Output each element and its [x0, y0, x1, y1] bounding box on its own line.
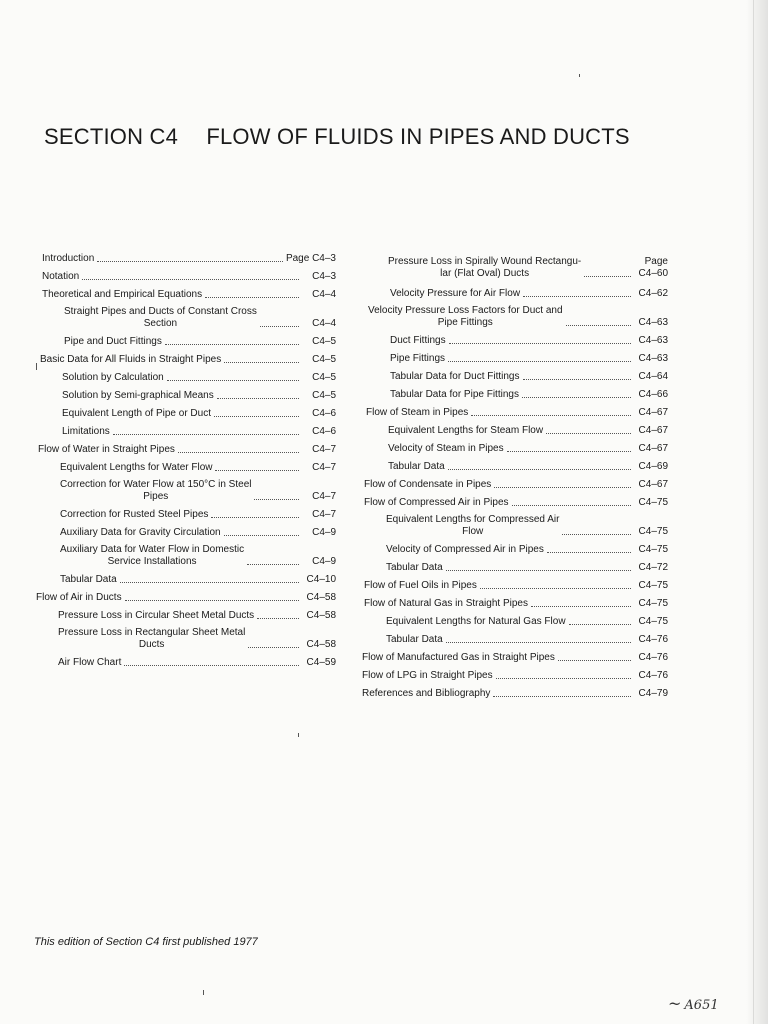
toc-entry-page: C4–62	[638, 288, 668, 299]
toc-entry-title: Auxiliary Data for Gravity Circulation	[60, 527, 221, 538]
toc-entry-title: Notation	[42, 271, 80, 282]
toc-entry-page: C4–67	[638, 479, 668, 490]
toc-entry-title: Introduction	[42, 253, 95, 264]
toc-entry-title: Equivalent Lengths for Water Flow	[60, 462, 213, 473]
toc-entry-title: Pressure Loss in Rectangular Sheet Metal Ducts	[58, 627, 246, 650]
toc-entry-page: C4–6	[312, 426, 336, 437]
toc-entry-page: C4–10	[306, 574, 336, 585]
toc-entry	[360, 425, 668, 437]
toc-entry-title: Duct Fittings	[390, 335, 446, 346]
toc-entry	[360, 580, 668, 592]
dot-leader	[97, 260, 283, 262]
toc-entry-title: Flow of Condensate in Pipes	[364, 479, 492, 490]
dot-leader	[224, 534, 299, 536]
toc-entry-title: Theoretical and Empirical Equations	[42, 289, 203, 300]
toc-entry-page: C4–7	[312, 509, 336, 520]
dot-leader	[446, 569, 631, 571]
toc-entry-page: C4–63	[638, 353, 668, 364]
toc-entry-title: Pipe and Duct Fittings	[64, 336, 162, 347]
toc-entry	[32, 610, 336, 622]
dot-leader	[120, 581, 299, 583]
toc-entry-title: Tabular Data	[388, 461, 445, 472]
toc-entry	[360, 256, 668, 280]
toc-entry-page: C4–3	[312, 271, 336, 282]
toc-entry-title: Pressure Loss in Spirally Wound Rectangu- lar (Flat Oval) Ducts	[388, 256, 582, 279]
toc-entry-page: C4–75	[638, 544, 668, 555]
toc-entry-title: Tabular Data for Pipe Fittings	[390, 389, 519, 400]
toc-entry-page: C4–63	[638, 335, 668, 346]
toc-entry-title: Correction for Water Flow at 150°C in Steel Pipes	[60, 479, 252, 502]
toc-entry	[32, 372, 336, 384]
toc-entry	[360, 544, 668, 556]
dot-leader	[257, 617, 299, 619]
toc-entry-title: Limitations	[62, 426, 110, 437]
dot-leader	[507, 450, 631, 452]
handwritten-note	[668, 994, 719, 1013]
toc-entry-title: Tabular Data	[60, 574, 117, 585]
toc-entry-title: Equivalent Length of Pipe or Duct	[62, 408, 211, 419]
toc-entry	[32, 444, 336, 456]
toc-entry	[360, 479, 668, 491]
dot-leader	[546, 432, 631, 434]
toc-right-column	[360, 256, 668, 700]
dot-leader	[480, 587, 631, 589]
toc-entry-page: C4–66	[638, 389, 668, 400]
toc-entry-title: Tabular Data	[386, 562, 443, 573]
scribble-mark: ~	[668, 994, 682, 1013]
toc-entry-page: C4–64	[638, 371, 668, 382]
dot-leader	[211, 516, 299, 518]
toc-entry-title: Pipe Fittings	[390, 353, 446, 364]
toc-entry-page: C4–75	[638, 526, 668, 537]
toc-entry-title: Straight Pipes and Ducts of Constant Cross Section	[64, 306, 257, 329]
toc-entry-title: Tabular Data for Duct Fittings	[390, 371, 520, 382]
toc-entry	[32, 627, 336, 651]
toc-entry-page: C4–7	[312, 444, 336, 455]
toc-entry-title: Flow of Manufactured Gas in Straight Pipes	[362, 652, 555, 663]
toc-entry	[360, 514, 668, 538]
dot-leader	[562, 533, 631, 535]
dot-leader	[446, 641, 631, 643]
dot-leader	[82, 278, 299, 280]
toc-entry-page: C4–75	[638, 598, 668, 609]
toc-entry-page: C4–5	[312, 354, 336, 365]
toc-entry-title: Flow of Air in Ducts	[36, 592, 122, 603]
dot-leader	[522, 396, 631, 398]
toc-entry-page: Page C4–3	[285, 253, 336, 264]
dot-leader	[584, 275, 631, 277]
dot-leader	[217, 397, 299, 399]
toc-entry-title: Solution by Calculation	[62, 372, 164, 383]
dot-leader	[167, 379, 299, 381]
dot-leader	[547, 551, 631, 553]
dot-leader	[214, 415, 299, 417]
toc-entry	[360, 371, 668, 383]
section-number: SECTION C4	[44, 124, 179, 149]
toc-entry	[32, 479, 336, 503]
toc-entry	[32, 289, 336, 301]
toc-entry-page: C4–67	[638, 443, 668, 454]
toc-entry	[32, 462, 336, 474]
toc-entry-title: Flow of Natural Gas in Straight Pipes	[364, 598, 528, 609]
toc-entry-title: Flow of Steam in Pipes	[366, 407, 469, 418]
toc-entry-page: C4–76	[638, 634, 668, 645]
toc-entry	[32, 408, 336, 420]
toc-entry-page: C4–4	[312, 318, 336, 329]
dot-leader	[494, 486, 631, 488]
toc-entry-page: C4–58	[306, 610, 336, 621]
dot-leader	[113, 433, 299, 435]
dot-leader	[569, 623, 631, 625]
toc-entry-title: Velocity of Compressed Air in Pipes	[386, 544, 544, 555]
toc-entry-title: Basic Data for All Fluids in Straight Pipes	[40, 354, 222, 365]
toc-entry	[360, 443, 668, 455]
toc-entry	[360, 634, 668, 646]
dot-leader	[523, 378, 632, 380]
dot-leader	[124, 664, 299, 666]
toc-entry	[32, 306, 336, 330]
toc-entry-title: Correction for Rusted Steel Pipes	[60, 509, 209, 520]
dot-leader	[448, 468, 631, 470]
toc-entry	[32, 527, 336, 539]
toc-entry	[32, 336, 336, 348]
toc-entry-title: Flow of Fuel Oils in Pipes	[364, 580, 477, 591]
speck	[579, 74, 580, 77]
toc-entry	[360, 389, 668, 401]
toc-entry	[360, 353, 668, 365]
toc-entry	[32, 390, 336, 402]
dot-leader	[449, 342, 631, 344]
dot-leader	[531, 605, 631, 607]
toc-entry-page: C4–58	[306, 639, 336, 650]
toc-entry-title: Air Flow Chart	[58, 657, 122, 668]
toc-entry-title: Flow of Water in Straight Pipes	[38, 444, 175, 455]
toc-entry-page: C4–58	[306, 592, 336, 603]
dot-leader	[178, 451, 299, 453]
toc-entry-page: C4–76	[638, 652, 668, 663]
toc-entry	[32, 426, 336, 438]
toc-entry-title: Equivalent Lengths for Compressed Air Flow	[386, 514, 560, 537]
toc-entry	[360, 305, 668, 329]
dot-leader	[558, 659, 631, 661]
dot-leader	[125, 599, 299, 601]
toc-entry	[360, 616, 668, 628]
toc-entry	[360, 497, 668, 509]
toc-entry-page: C4–59	[306, 657, 336, 668]
toc-entry	[32, 592, 336, 604]
toc-entry-page: C4–75	[638, 616, 668, 627]
toc-entry-title: Equivalent Lengths for Natural Gas Flow	[386, 616, 566, 627]
toc-entry-page: C4–79	[638, 688, 668, 699]
page-edge-shadow	[746, 0, 768, 1024]
toc-entry	[360, 288, 668, 300]
toc-entry-title: Flow of LPG in Straight Pipes	[362, 670, 493, 681]
speck	[36, 363, 37, 370]
toc-entry	[360, 598, 668, 610]
toc-entry-page: C4–75	[638, 497, 668, 508]
toc-entry-page: C4–75	[638, 580, 668, 591]
toc-entry-title: Velocity Pressure Loss Factors for Duct and Pipe Fittings	[368, 305, 563, 328]
toc-left-column	[32, 253, 336, 669]
toc-entry	[32, 271, 336, 283]
toc-entry	[360, 461, 668, 473]
toc-entry-page: C4–7	[312, 462, 336, 473]
toc-entry-page: C4–9	[312, 556, 336, 567]
dot-leader	[247, 563, 299, 565]
toc-entry-title: Pressure Loss in Circular Sheet Metal Ducts	[58, 610, 255, 621]
dot-leader	[254, 498, 299, 500]
speck	[203, 990, 204, 995]
toc-entry	[360, 652, 668, 664]
speck	[298, 733, 299, 737]
toc-entry-page: C4–4	[312, 289, 336, 300]
section-title	[44, 124, 630, 150]
toc-entry-title: Velocity Pressure for Air Flow	[390, 288, 521, 299]
section-name: FLOW OF FLUIDS IN PIPES AND DUCTS	[206, 124, 630, 149]
toc-entry	[32, 354, 336, 366]
dot-leader	[224, 361, 299, 363]
dot-leader	[165, 343, 299, 345]
dot-leader	[215, 469, 299, 471]
toc-entry-page: C4–67	[638, 425, 668, 436]
dot-leader	[493, 695, 631, 697]
toc-entry-page: C4–5	[312, 336, 336, 347]
toc-entry-title: Tabular Data	[386, 634, 443, 645]
toc-entry	[32, 509, 336, 521]
dot-leader	[566, 324, 631, 326]
toc-entry-title: References and Bibliography	[362, 688, 491, 699]
toc-entry	[32, 544, 336, 568]
toc-entry-page: C4–72	[638, 562, 668, 573]
toc-entry	[360, 562, 668, 574]
handwritten-code: A651	[684, 998, 719, 1013]
toc-entry-title: Velocity of Steam in Pipes	[388, 443, 504, 454]
toc-entry-page: Page C4–60	[638, 256, 668, 279]
dot-leader	[471, 414, 631, 416]
toc-entry-page: C4–7	[312, 491, 336, 502]
dot-leader	[205, 296, 299, 298]
toc-entry-page: C4–63	[638, 317, 668, 328]
toc-entry-page: C4–67	[638, 407, 668, 418]
toc-entry-page: C4–6	[312, 408, 336, 419]
toc-entry-page: C4–5	[312, 372, 336, 383]
toc-entry-title: Auxiliary Data for Water Flow in Domestic Service Installations	[60, 544, 245, 567]
toc-entry-title: Equivalent Lengths for Steam Flow	[388, 425, 544, 436]
toc-entry	[360, 670, 668, 682]
dot-leader	[448, 360, 631, 362]
toc-entry	[32, 574, 336, 586]
dot-leader	[512, 504, 631, 506]
dot-leader	[248, 646, 299, 648]
toc-entry-page: C4–9	[312, 527, 336, 538]
dot-leader	[523, 295, 631, 297]
edition-note: This edition of Section C4 first published 1977	[34, 936, 258, 948]
dot-leader	[496, 677, 631, 679]
toc-entry	[32, 657, 336, 669]
toc-entry-title: Flow of Compressed Air in Pipes	[364, 497, 509, 508]
page-edge-line	[753, 0, 754, 1024]
dot-leader	[260, 325, 299, 327]
toc-entry	[360, 335, 668, 347]
toc-entry	[360, 407, 668, 419]
toc-entry-page: C4–69	[638, 461, 668, 472]
toc-entry-title: Solution by Semi-graphical Means	[62, 390, 214, 401]
toc-entry-page: C4–76	[638, 670, 668, 681]
toc-entry	[32, 253, 336, 265]
toc-entry-page: C4–5	[312, 390, 336, 401]
toc-entry	[360, 688, 668, 700]
